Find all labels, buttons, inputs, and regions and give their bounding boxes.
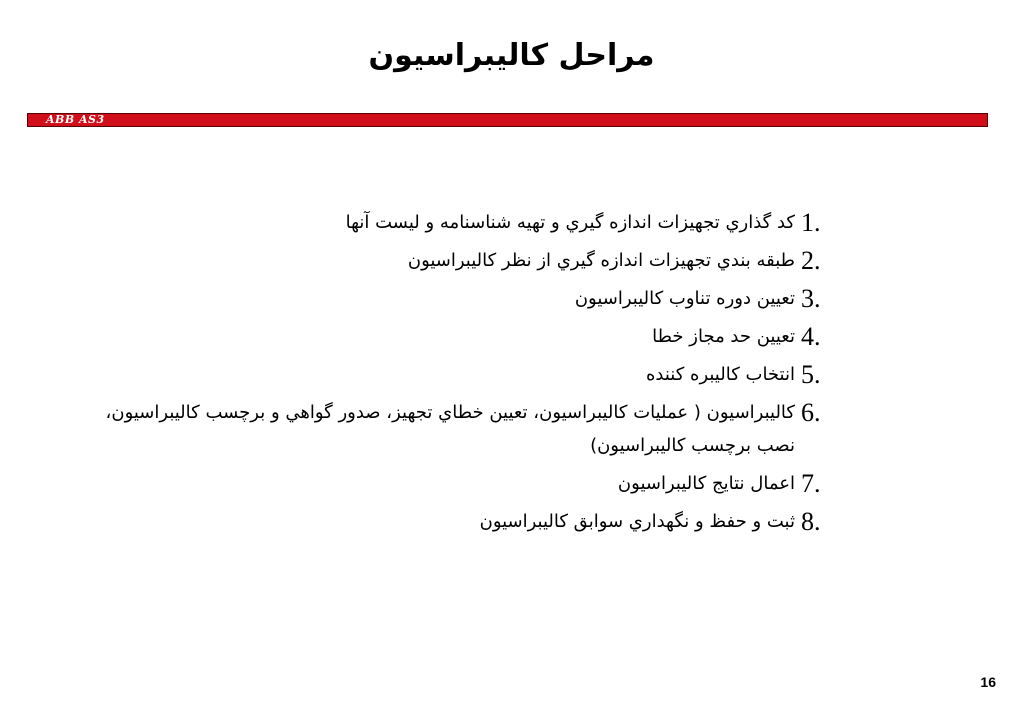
item-text: كد گذاري تجهيزات اندازه گيري و تهيه شناسنامه و ليست آنها bbox=[345, 212, 795, 233]
list-item bbox=[100, 318, 845, 356]
item-number: 4. bbox=[801, 322, 821, 351]
item-text: تعيين دوره تناوب كاليبراسيون bbox=[574, 288, 795, 309]
item-number: 5. bbox=[801, 360, 821, 389]
list-item bbox=[100, 242, 845, 280]
item-text: اعمال نتايج كاليبراسيون bbox=[617, 473, 795, 494]
item-number: 2. bbox=[801, 246, 821, 275]
item-text: كاليبراسيون ( عمليات كاليبراسيون، تعيين خطاي تجهيز، صدور گواهي و برچسب كاليبراسيون، نصب برچسب كاليبراسيون) bbox=[105, 402, 795, 456]
page-number: 16 bbox=[980, 674, 996, 690]
calibration-steps-list bbox=[100, 204, 845, 541]
item-number: 1. bbox=[801, 208, 821, 237]
list-item bbox=[100, 280, 845, 318]
item-text: انتخاب كاليبره كننده bbox=[645, 364, 795, 385]
item-text: تعيين حد مجاز خطا bbox=[652, 326, 795, 347]
item-text: طبقه بندي تجهيزات اندازه گيري از نظر كاليبراسيون bbox=[407, 250, 795, 271]
item-number: 3. bbox=[801, 284, 821, 313]
company-logo: ABB AS3 bbox=[46, 113, 105, 126]
slide-title: مراحل كاليبراسيون bbox=[368, 38, 655, 73]
item-number: 7. bbox=[801, 469, 821, 498]
item-text: ثبت و حفظ و نگهداري سوابق كاليبراسيون bbox=[479, 511, 795, 532]
list-item bbox=[100, 204, 845, 242]
item-number: 8. bbox=[801, 507, 821, 536]
list-item bbox=[100, 465, 845, 503]
list-item bbox=[100, 503, 845, 541]
header-red-bar bbox=[27, 113, 988, 127]
list-item bbox=[100, 394, 845, 465]
item-number: 6. bbox=[801, 398, 821, 427]
list-item bbox=[100, 356, 845, 394]
